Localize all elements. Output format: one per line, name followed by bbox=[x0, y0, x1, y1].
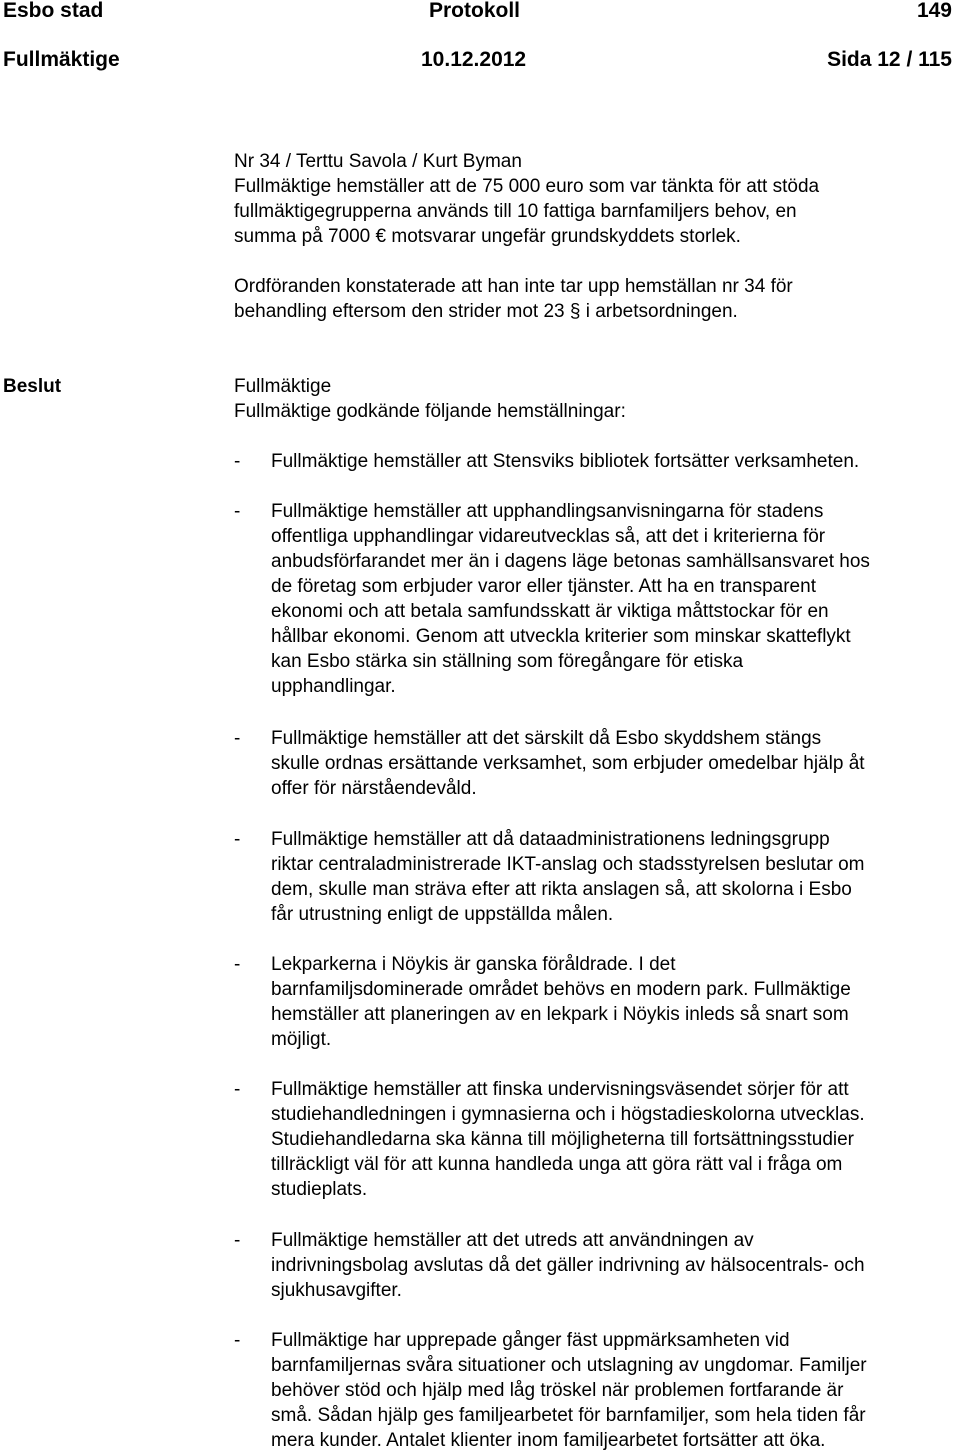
decision-item-line: studieplats. bbox=[271, 1179, 368, 1200]
decision-item-line: Fullmäktige hemställer att då dataadministrationens ledningsgrupp bbox=[271, 829, 830, 850]
intro-paragraph bbox=[234, 149, 958, 249]
decision-item-line: hållbar ekonomi. Genom att utveckla kriterier som minskar skatteflykt bbox=[271, 626, 851, 647]
header-page-number: 149 bbox=[916, 0, 952, 22]
decision-item-text bbox=[271, 449, 859, 474]
intro-line: Fullmäktige hemställer att de 75 000 euro som var tänkta för att stöda bbox=[234, 176, 820, 197]
decision-intro: Fullmäktige godkände följande hemställningar: bbox=[234, 401, 626, 422]
decision-item-line: Lekparkerna i Nöykis är ganska föråldrade. I det bbox=[271, 954, 676, 975]
decision-item-line: ekonomi och att betala samfundsskatt är viktiga måttstockar för en bbox=[271, 601, 829, 622]
decision-item-line: Fullmäktige hemställer att Stensviks bibliotek fortsätter verksamheten. bbox=[271, 451, 860, 472]
decision-item-line: studiehandledningen i gymnasierna och i högstadieskolorna utvecklas. bbox=[271, 1104, 865, 1125]
decision-item-line: riktar centraladministrerade IKT-anslag och stadsstyrelsen beslutar om bbox=[271, 854, 865, 875]
decision-item-line: indrivningsbolag avslutas då det gäller indrivning av hälsocentrals- och bbox=[271, 1255, 865, 1276]
chair-note-paragraph bbox=[234, 274, 958, 324]
decision-item-line: Fullmäktige hemställer att finska undervisningsväsendet sörjer för att bbox=[271, 1079, 849, 1100]
decision-item-line: möjligt. bbox=[271, 1029, 332, 1050]
bullet-dash: - bbox=[234, 1079, 241, 1100]
decision-item-line: Studiehandledarna ska känna till möjligheterna till fortsättningsstudier bbox=[271, 1129, 855, 1150]
decision-item-line: barnfamiljernas svåra situationer och utslagning av ungdomar. Familjer bbox=[271, 1355, 867, 1376]
decision-item-line: Fullmäktige har upprepade gånger fäst uppmärksamheten vid bbox=[271, 1330, 790, 1351]
decision-item-line: de företag som erbjuder varor eller tjänster. Att ha en transparent bbox=[271, 576, 816, 597]
decision-item-line: barnfamiljsdominerade området behövs en modern park. Fullmäktige bbox=[271, 979, 851, 1000]
decision-item-text bbox=[271, 726, 865, 801]
decision-item-text bbox=[271, 499, 870, 699]
chair-note-line: Ordföranden konstaterade att han inte tar upp hemställan nr 34 för bbox=[234, 276, 793, 297]
header-doc-type: Protokoll bbox=[429, 0, 521, 22]
decision-body-name: Fullmäktige bbox=[234, 376, 332, 397]
decision-item-line: sjukhusavgifter. bbox=[271, 1280, 402, 1301]
decision-item-text bbox=[271, 1228, 865, 1303]
decision-item-line: kan Esbo stärka sin ställning som föregångare för etiska bbox=[271, 651, 744, 672]
decision-item-line: hemställer att planeringen av en lekpark i Nöykis inleds så snart som bbox=[271, 1004, 849, 1025]
header-body: Fullmäktige bbox=[3, 48, 120, 71]
header-page-range: Sida 12 / 115 bbox=[827, 48, 952, 71]
header-date: 10.12.2012 bbox=[421, 48, 527, 71]
decision-item-line: Fullmäktige hemställer att upphandlingsanvisningarna för stadens bbox=[271, 501, 824, 522]
bullet-dash: - bbox=[234, 728, 241, 749]
bullet-dash: - bbox=[234, 1330, 241, 1351]
decision-item-line: dem, skulle man sträva efter att rikta anslagen så, att skolorna i Esbo bbox=[271, 879, 852, 900]
bullet-dash: - bbox=[234, 451, 241, 472]
header-city: Esbo stad bbox=[3, 0, 104, 22]
decision-label: Beslut bbox=[3, 376, 62, 397]
decision-item-text bbox=[271, 827, 864, 927]
decision-item-text bbox=[271, 1328, 867, 1453]
bullet-dash: - bbox=[234, 829, 241, 850]
decision-item-line: skulle ordnas ersättande verksamhet, som erbjuder omedelbar hjälp åt bbox=[271, 753, 865, 774]
decision-item-line: upphandlingar. bbox=[271, 676, 396, 697]
intro-line: Nr 34 / Terttu Savola / Kurt Byman bbox=[234, 151, 522, 172]
intro-line: summa på 7000 € motsvarar ungefär grundskyddets storlek. bbox=[234, 226, 741, 247]
decision-item-line: får utrustning enligt de uppställda målen. bbox=[271, 904, 614, 925]
decision-item-line: behöver stöd och hjälp med låg tröskel när problemen fortfarande är bbox=[271, 1380, 844, 1401]
decision-item-line: offentliga upphandlingar vidareutvecklas så, att det i kriterierna för bbox=[271, 526, 826, 547]
decision-item-line: anbudsförfarandet mer än i dagens läge betonas samhällsansvaret hos bbox=[271, 551, 870, 572]
intro-line: fullmäktigegrupperna används till 10 fattiga barnfamiljers behov, en bbox=[234, 201, 797, 222]
decision-item-line: små. Sådan hjälp ges familjearbetet för barnfamiljer, som hela tiden får bbox=[271, 1405, 866, 1426]
decision-item-line: offer för närståendevåld. bbox=[271, 778, 477, 799]
bullet-dash: - bbox=[234, 954, 241, 975]
chair-note-line: behandling eftersom den strider mot 23 § i arbetsordningen. bbox=[234, 301, 738, 322]
decision-item-text bbox=[271, 952, 851, 1052]
decision-item-line: Fullmäktige hemställer att det utreds att användningen av bbox=[271, 1230, 754, 1251]
bullet-dash: - bbox=[234, 501, 241, 522]
decision-item-line: mera kunder. Antalet klienter inom familjearbetet fortsätter att öka. bbox=[271, 1430, 826, 1451]
decision-item-line: tillräckligt väl för att kunna handleda unga att göra rätt val i fråga om bbox=[271, 1154, 843, 1175]
decision-item-text bbox=[271, 1077, 865, 1202]
decision-heading bbox=[234, 374, 958, 424]
decision-item-line: Fullmäktige hemställer att det särskilt då Esbo skyddshem stängs bbox=[271, 728, 822, 749]
bullet-dash: - bbox=[234, 1230, 241, 1251]
